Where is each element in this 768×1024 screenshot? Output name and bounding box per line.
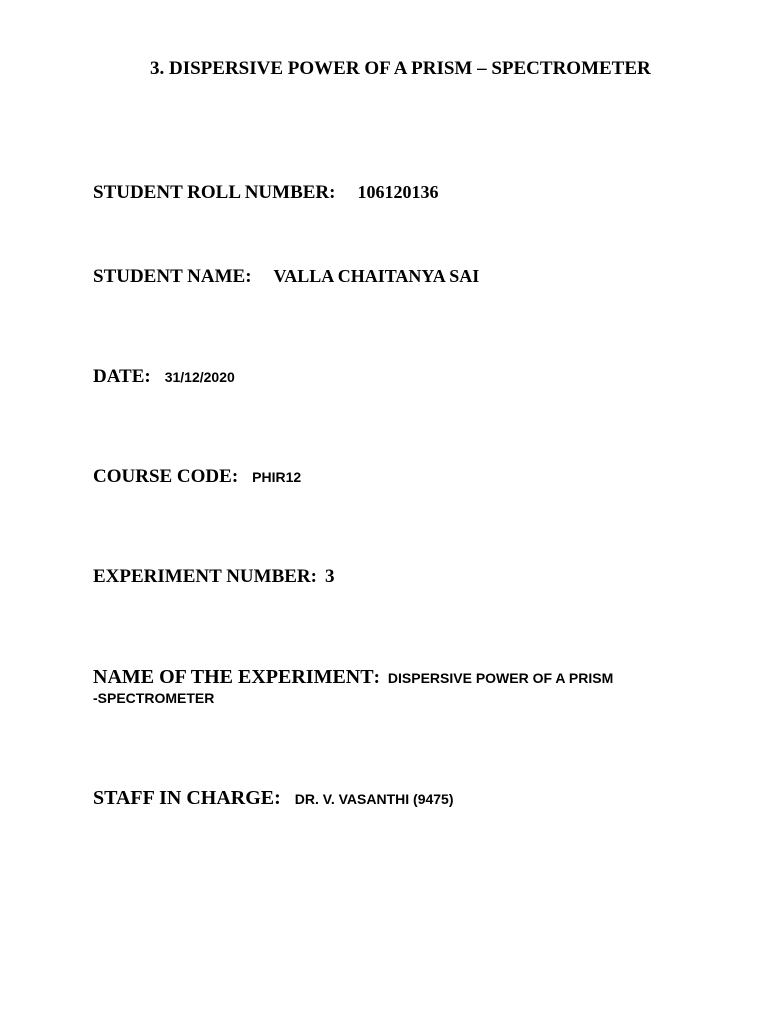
document-title: 3. DISPERSIVE POWER OF A PRISM – SPECTROMETER bbox=[150, 58, 651, 79]
course-code-label: COURSE CODE: bbox=[93, 466, 239, 487]
roll-number-row bbox=[93, 182, 438, 204]
staff-in-charge-value: DR. V. VASANTHI (9475) bbox=[294, 791, 454, 807]
experiment-name-label: NAME OF THE EXPERIMENT bbox=[93, 666, 374, 688]
student-name-value: VALLA CHAITANYA SAI bbox=[273, 266, 480, 286]
experiment-name-colon: : bbox=[373, 667, 380, 688]
experiment-name-continuation: -SPECTROMETER bbox=[93, 690, 215, 706]
date-row bbox=[93, 366, 235, 388]
roll-number-value: 106120136 bbox=[357, 182, 439, 202]
date-label: DATE: bbox=[93, 366, 151, 387]
staff-in-charge-row bbox=[93, 787, 454, 810]
student-name-label: STUDENT NAME: bbox=[93, 266, 252, 287]
experiment-number-label: EXPERIMENT NUMBER: bbox=[93, 566, 317, 587]
course-code-value: PHIR12 bbox=[252, 469, 302, 485]
staff-in-charge-label: STAFF IN CHARGE: bbox=[93, 787, 281, 809]
experiment-number-row bbox=[93, 566, 334, 588]
student-name-row bbox=[93, 266, 479, 288]
experiment-number-value: 3 bbox=[324, 566, 335, 587]
course-code-row bbox=[93, 466, 301, 488]
roll-number-label: STUDENT ROLL NUMBER: bbox=[93, 182, 336, 203]
date-value: 31/12/2020 bbox=[164, 369, 235, 385]
experiment-name-value: DISPERSIVE POWER OF A PRISM bbox=[387, 670, 614, 686]
experiment-name-row bbox=[93, 666, 613, 689]
